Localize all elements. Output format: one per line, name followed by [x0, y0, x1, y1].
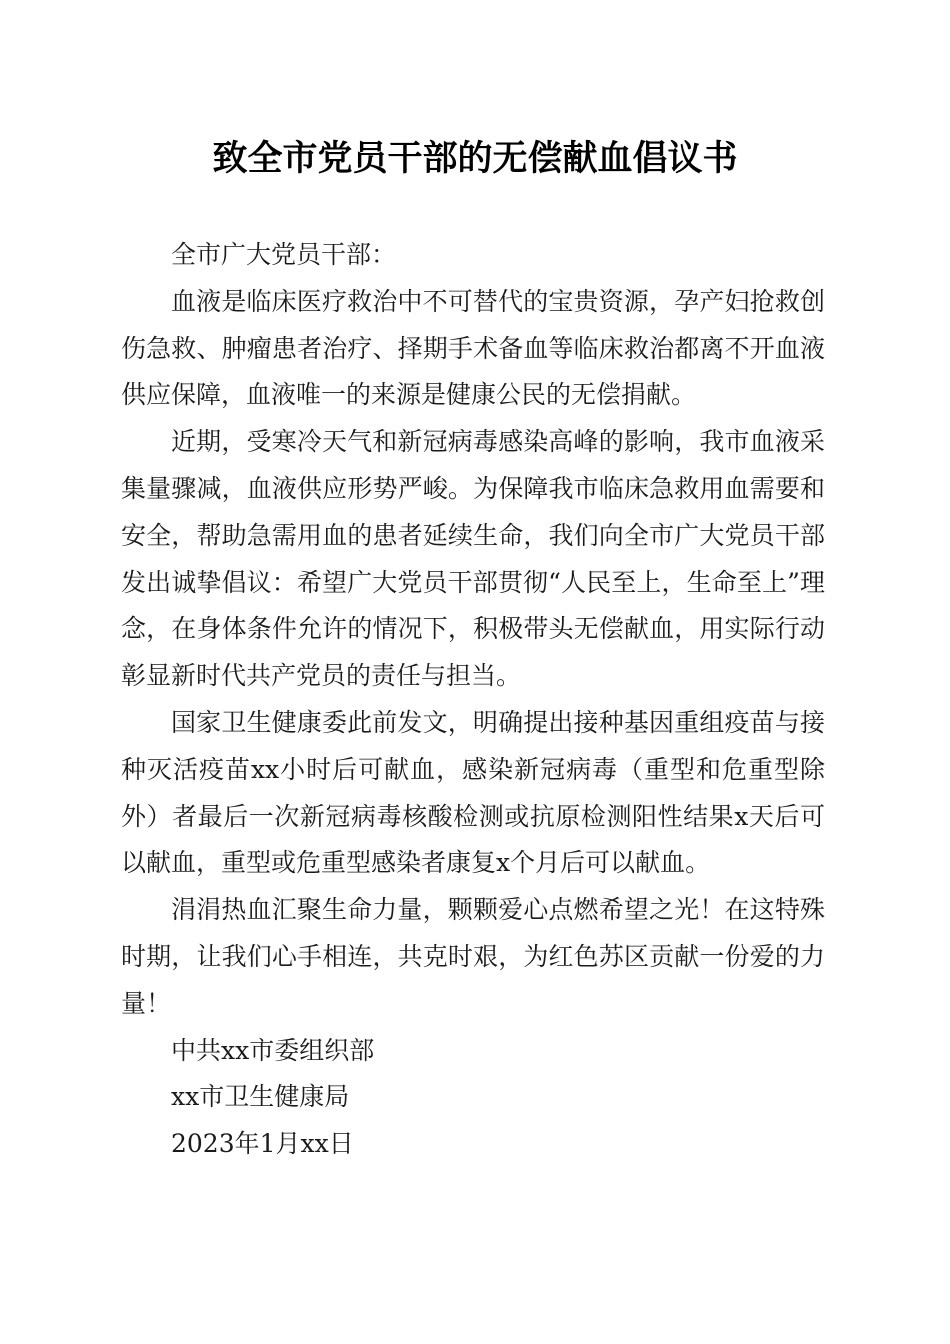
paragraph-blood-resource: 血液是临床医疗救治中不可替代的宝贵资源，孕产妇抢救创伤急救、肿瘤患者治疗、择期手术备血等临床救治都离不开血液供应保障，血液唯一的来源是健康公民的无偿捐献。 [121, 286, 825, 410]
paragraph-health-commission: 国家卫生健康委此前发文，明确提出接种基因重组疫苗与接种灭活疫苗xx小时后可献血，感染新冠病毒（重型和危重型除外）者最后一次新冠病毒核酸检测或抗原检测阳性结果x天后可以献血，重型或危重型感染者康复x个月后可以献血。 [121, 707, 825, 878]
paragraph-initiative: 近期，受寒冷天气和新冠病毒感染高峰的影响，我市血液采集量骤减，血液供应形势严峻。为保障我市临床急救用血需要和安全，帮助急需用血的患者延续生命，我们向全市广大党员干部发出诚挚倡议：希望广大党员干部贯彻“人民至上，生命至上”理念，在身体条件允许的情况下，积极带头无偿献血，用实际行动彰显新时代共产党员的责任与担当。 [121, 427, 825, 691]
document-title: 致全市党员干部的无偿献血倡议书 [212, 138, 738, 179]
signature-date: 2023年1月xx日 [171, 1129, 354, 1159]
signature-health-bureau: xx市卫生健康局 [171, 1082, 350, 1112]
salutation: 全市广大党员干部： [171, 240, 397, 269]
document-body [121, 232, 825, 1168]
signature-organization-dept: 中共xx市委组织部 [171, 1035, 375, 1065]
paragraph-closing: 涓涓热血汇聚生命力量，颗颗爱心点燃希望之光！在这特殊时期，让我们心手相连，共克时艰，为红色苏区贡献一份爱的力量！ [121, 895, 825, 1018]
